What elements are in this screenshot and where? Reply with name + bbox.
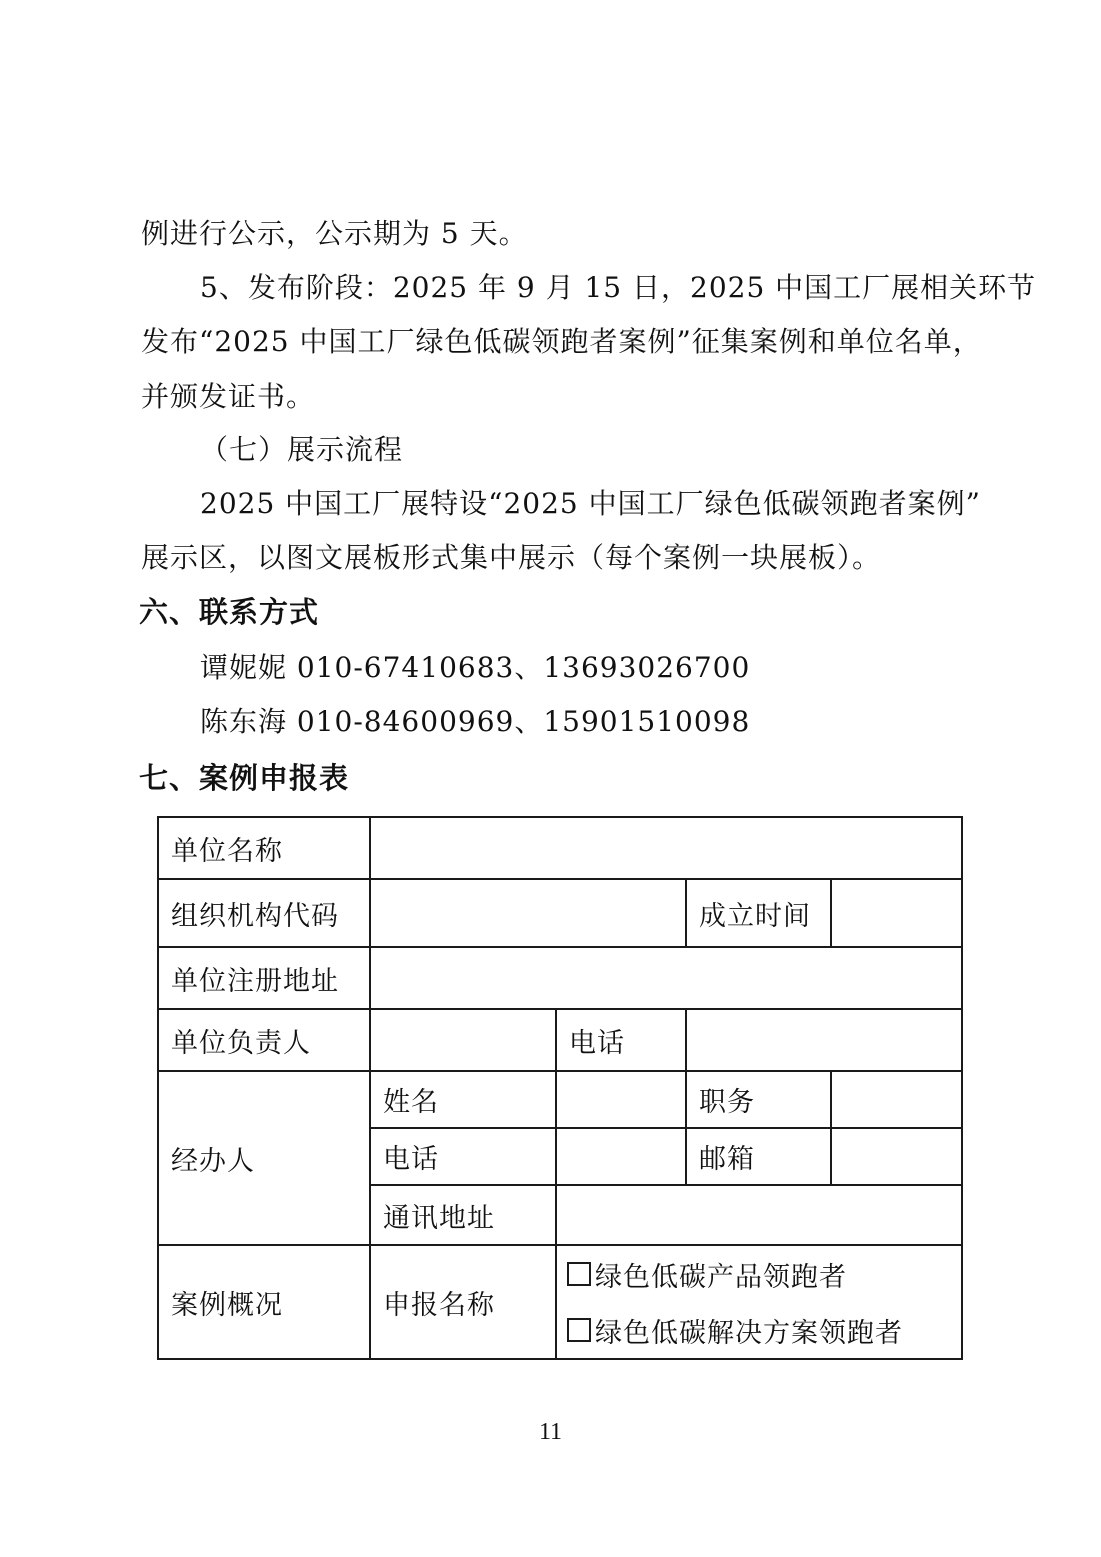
handler-name-label: 姓名 <box>370 1071 556 1128</box>
checkbox[interactable] <box>567 1318 591 1342</box>
case-overview-label: 案例概况 <box>158 1245 370 1359</box>
contact-line: 谭妮妮 010-67410683、13693026700 <box>200 651 751 684</box>
handler-phone-field[interactable] <box>556 1128 686 1185</box>
table-row <box>158 1071 962 1128</box>
checkbox[interactable] <box>567 1262 591 1286</box>
mail-address-label: 通讯地址 <box>370 1185 556 1245</box>
table-row <box>158 1245 962 1359</box>
leader-phone-label: 电话 <box>556 1009 686 1071</box>
position-label: 职务 <box>686 1071 831 1128</box>
org-code-label: 组织机构代码 <box>158 879 370 947</box>
subsection-title: （七）展示流程 <box>200 433 404 466</box>
founded-label: 成立时间 <box>686 879 831 947</box>
table-row <box>158 879 962 947</box>
apply-options-cell <box>556 1245 962 1359</box>
option-label: 绿色低碳产品领跑者 <box>595 1261 847 1293</box>
email-field[interactable] <box>831 1128 962 1185</box>
org-code-field[interactable] <box>370 879 686 947</box>
email-label: 邮箱 <box>686 1128 831 1185</box>
reg-address-label: 单位注册地址 <box>158 947 370 1009</box>
table-row <box>158 817 962 879</box>
option-product-leader[interactable] <box>567 1246 961 1302</box>
paragraph-line: 5、发布阶段：2025 年 9 月 15 日，2025 中国工厂展相关环节 <box>200 271 1037 304</box>
paragraph-line: 发布“2025 中国工厂绿色低碳领跑者案例”征集案例和单位名单， <box>141 325 982 358</box>
table-row <box>158 947 962 1009</box>
unit-name-label: 单位名称 <box>158 817 370 879</box>
unit-leader-label: 单位负责人 <box>158 1009 370 1071</box>
unit-leader-field[interactable] <box>370 1009 556 1071</box>
paragraph-line: 2025 中国工厂展特设“2025 中国工厂绿色低碳领跑者案例” <box>200 487 981 520</box>
table-row <box>158 1009 962 1071</box>
option-label: 绿色低碳解决方案领跑者 <box>595 1317 903 1349</box>
paragraph-line: 并颁发证书。 <box>141 380 316 413</box>
paragraph-line: 展示区，以图文展板形式集中展示（每个案例一块展板）。 <box>141 541 882 574</box>
section-heading-form: 七、案例申报表 <box>139 761 350 795</box>
handler-phone-label: 电话 <box>370 1128 556 1185</box>
handler-name-field[interactable] <box>556 1071 686 1128</box>
reg-address-field[interactable] <box>370 947 962 1009</box>
leader-phone-field[interactable] <box>686 1009 962 1071</box>
application-form-table <box>157 816 963 1360</box>
page-number: 11 <box>538 1419 563 1445</box>
paragraph-line: 例进行公示，公示期为 5 天。 <box>141 217 528 250</box>
option-solution-leader[interactable] <box>567 1302 961 1358</box>
apply-name-label: 申报名称 <box>370 1245 556 1359</box>
handler-label: 经办人 <box>158 1071 370 1245</box>
contact-line: 陈东海 010-84600969、15901510098 <box>200 705 751 738</box>
mail-address-field[interactable] <box>556 1185 962 1245</box>
unit-name-field[interactable] <box>370 817 962 879</box>
position-field[interactable] <box>831 1071 962 1128</box>
founded-field[interactable] <box>831 879 962 947</box>
section-heading-contact: 六、联系方式 <box>139 595 320 629</box>
